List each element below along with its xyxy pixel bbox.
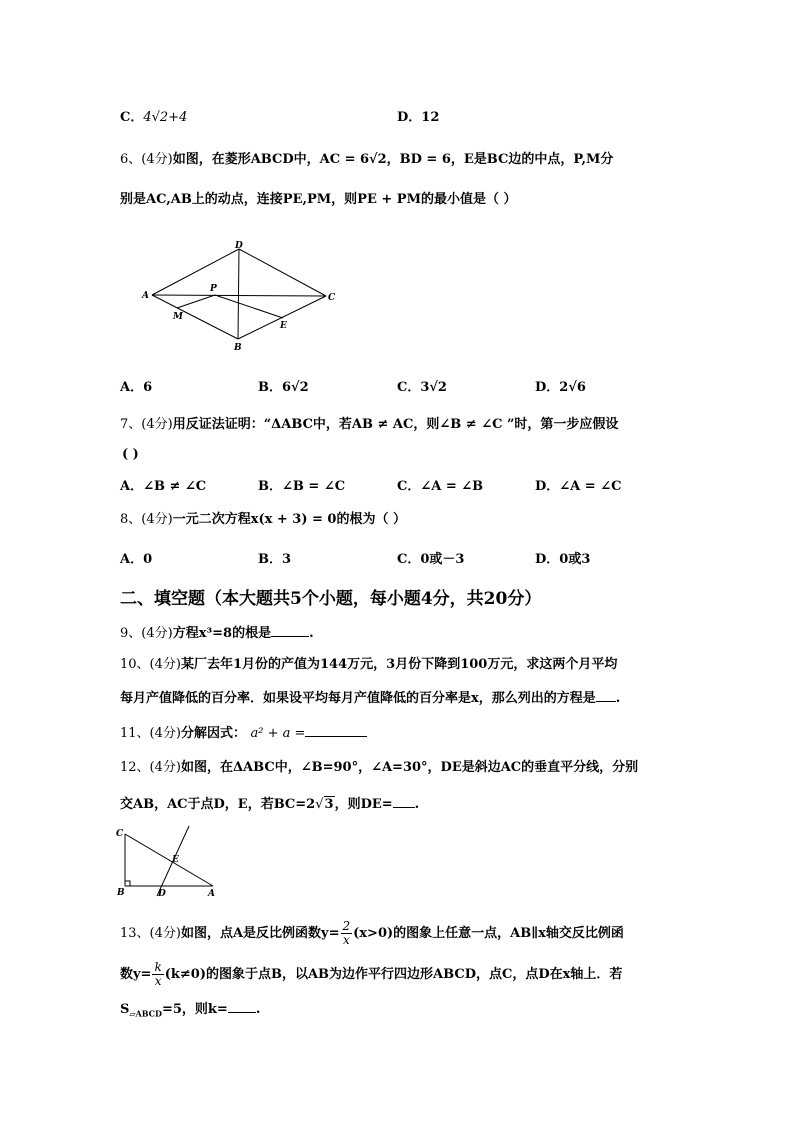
q8-option-d: D．0或3 (535, 552, 591, 567)
q7-option-b: B．∠B = ∠C (258, 479, 346, 494)
q6-option-b: B．6√2 (258, 380, 309, 395)
q13-answer-blank (228, 1000, 256, 1013)
label-e: E (280, 321, 287, 331)
q7-line1: 7、(4分)用反证法证明：“ΔABC中，若AB ≠ AC，则∠B ≠ ∠C ”时，第一步应假设 (120, 417, 619, 432)
q6-option-a: A．6 (120, 380, 153, 395)
q5-option-c: C．4√2+4 (120, 110, 188, 125)
label-c: C (116, 829, 124, 839)
q7-option-c: C．∠A = ∠B (397, 479, 484, 494)
q11-line: 11、(4分)分解因式： a² + a = (120, 724, 367, 742)
label-b: B (234, 343, 242, 353)
q12-line1: 12、(4分)如图，在ΔABC中，∠B=90°，∠A=30°，DE是斜边AC的垂直平分线，分别 (120, 760, 639, 775)
q9-line: 9、(4分)方程x³=8的根是 . (120, 626, 314, 641)
q12-line2: 交AB，AC于点D，E，若BC=2√3，则DE= . (120, 797, 420, 812)
q6-line1: 6、(4分)如图，在菱形ABCD中，AC = 6√2，BD = 6，E是BC边的中点，P,M分 (120, 152, 614, 167)
q10-line1: 10、(4分)某厂去年1月份的产值为144万元，3月份下降到100万元，求这两个月平均 (120, 657, 618, 672)
diagonal-ac (152, 295, 326, 296)
q8-option-c: C．0或－3 (397, 552, 465, 567)
label-m: M (173, 312, 183, 322)
side-ac (125, 834, 213, 886)
segment-pe (215, 295, 283, 318)
edge-dc (239, 249, 326, 296)
label-d: D (235, 241, 243, 251)
q13-fraction-k-over-x: $\frac{k}{x}$ (154, 960, 162, 988)
label-b: B (117, 888, 125, 898)
segment-pm (177, 295, 215, 308)
q12-answer-blank (393, 795, 415, 808)
diagonal-bd (238, 249, 239, 339)
q5-option-c-expr: 4√2+4 (143, 110, 188, 125)
q13-line3: $S_{▱ABCD}=5$，则k= . (120, 1002, 261, 1019)
q12-sqrt: 3 (324, 797, 334, 812)
q7-line2: ( ) (122, 447, 139, 462)
q7-option-d: D．∠A = ∠C (535, 479, 622, 494)
edge-ad (152, 249, 239, 295)
rhombus-figure (140, 238, 340, 353)
q8-line1: 8、(4分)一元二次方程x(x + 3) = 0的根为（ ） (120, 512, 406, 527)
q5-option-d: D．12 (397, 110, 440, 125)
right-angle-mark (125, 881, 130, 886)
label-p: P (210, 284, 217, 294)
q8-option-a: A．0 (120, 552, 153, 567)
q13-fraction-2-over-x: $\frac{2}{x}$ (342, 919, 351, 947)
q13-line1: 13、(4分)如图，点A是反比例函数y= $\frac{2}{x}$ (x>0)的图象上任意一点，AB∥x轴交反比例函 (120, 919, 624, 947)
q10-line2: 每月产值降低的百分率．如果设平均每月产值降低的百分率是x，那么列出的方程是 . (120, 691, 621, 706)
q6-option-c: C．3√2 (397, 380, 447, 395)
label-c: C (328, 293, 336, 303)
q11-answer-blank (305, 724, 367, 737)
label-a: A (208, 889, 215, 899)
label-d: D (158, 889, 166, 899)
q9-answer-blank (271, 624, 309, 637)
q6-option-d: D．2√6 (535, 380, 586, 395)
right-triangle-figure (112, 824, 224, 900)
label-e: E (172, 855, 179, 865)
q10-answer-blank (596, 689, 616, 702)
q13-line2: 数y= $\frac{k}{x}$ (k≠0)的图象于点B，以AB为边作平行四边形ABCD，点C，点D在x轴上．若 (120, 960, 623, 988)
q7-option-a: A．∠B ≠ ∠C (120, 479, 207, 494)
section-fill-in-heading: 二、填空题（本大题共5个小题，每小题4分，共20分） (120, 589, 542, 609)
q8-option-b: B．3 (258, 552, 292, 567)
label-a: A (142, 291, 149, 301)
q6-line2: 别是AC,AB上的动点，连接PE,PM，则PE + PM的最小值是（ ） (120, 192, 517, 207)
